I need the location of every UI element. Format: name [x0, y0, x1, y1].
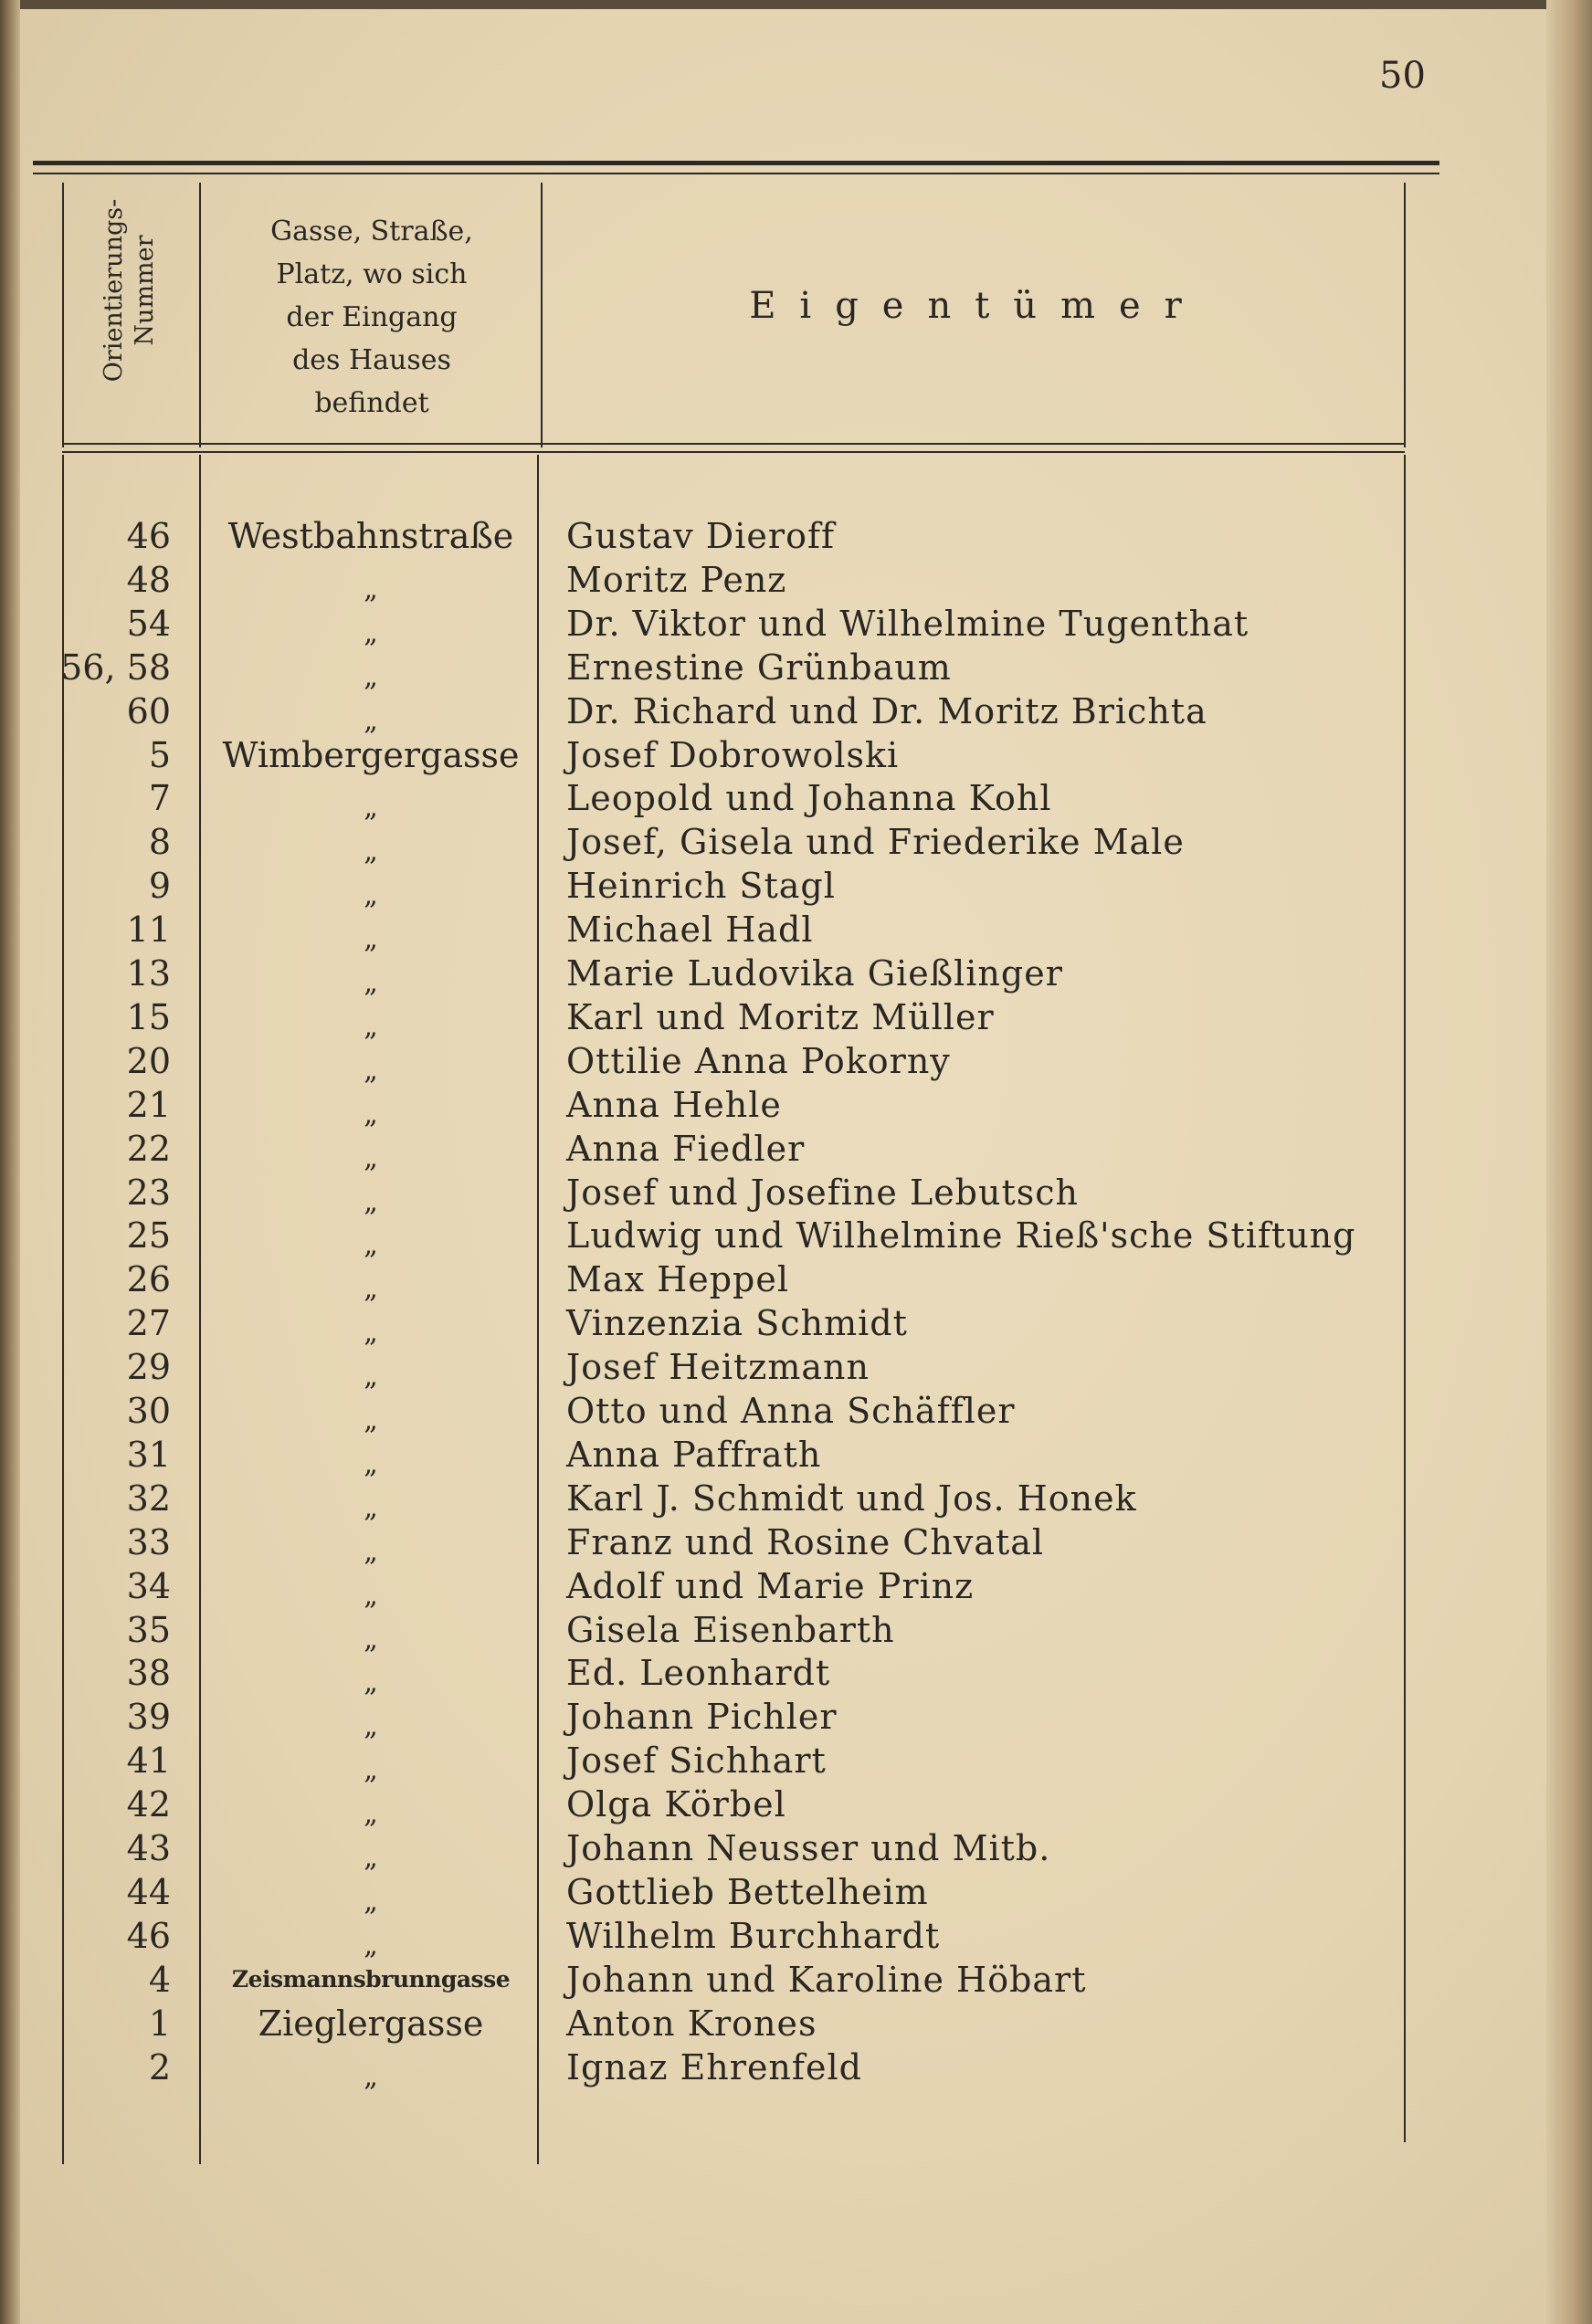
- orientation-number: 11: [126, 910, 171, 951]
- owner-name: Gustav Dieroff: [566, 516, 836, 556]
- table-row: [0, 1870, 1425, 1918]
- owner-name: Olga Körbel: [566, 1784, 786, 1825]
- table-row: [0, 1958, 1425, 2002]
- orientation-number: 31: [126, 1434, 171, 1475]
- owner-name: Karl J. Schmidt und Jos. Honek: [566, 1477, 1137, 1519]
- ditto-mark: „: [364, 1098, 378, 1130]
- ditto-mark: „: [364, 879, 378, 912]
- owner-name: Otto und Anna Schäffler: [566, 1391, 1016, 1431]
- owner-name: Johann Neusser und Mitb.: [566, 1828, 1051, 1868]
- page-top-edge: [0, 0, 1592, 9]
- table-row: [0, 1083, 1425, 1130]
- table-row: [0, 1608, 1425, 1656]
- orientation-number: 20: [126, 1040, 171, 1081]
- ditto-mark: „: [364, 1623, 378, 1656]
- orientation-number: 8: [148, 822, 171, 863]
- table-row: [0, 1301, 1425, 1350]
- header-street-line: befindet: [314, 387, 429, 419]
- orientation-number: 46: [126, 1915, 171, 1956]
- page-number: 50: [1379, 55, 1426, 97]
- owner-name: Josef Heitzmann: [566, 1347, 870, 1388]
- ditto-mark: „: [364, 2060, 378, 2093]
- owner-name: Anna Paffrath: [566, 1434, 822, 1475]
- table-row: [0, 1914, 1425, 1961]
- orientation-number: 35: [126, 1609, 171, 1650]
- table-row: [0, 1257, 1425, 1306]
- table-row: [0, 1345, 1425, 1393]
- table-row: [0, 1127, 1425, 1174]
- owner-name: Ottilie Anna Pokorny: [566, 1040, 951, 1081]
- orientation-number: 54: [126, 603, 171, 644]
- header-orientation-number: Orientierungs- Nummer: [100, 198, 159, 383]
- ditto-mark: „: [364, 1798, 378, 1831]
- column-divider-1-header: [199, 183, 201, 447]
- table-row: [0, 820, 1425, 868]
- ditto-mark: „: [364, 1447, 378, 1480]
- owner-name: Marie Ludovika Gießlinger: [566, 953, 1063, 994]
- table-row: [0, 689, 1425, 737]
- header-rule-2: [62, 451, 1405, 453]
- orientation-number: 33: [126, 1521, 171, 1562]
- owner-name: Anna Fiedler: [566, 1128, 806, 1169]
- table-row: [0, 1564, 1425, 1612]
- table-row: [0, 2045, 1425, 2093]
- orientation-number: 5: [148, 734, 171, 775]
- header-rule-1: [62, 443, 1405, 445]
- header-street-line: des Hauses: [292, 344, 451, 376]
- orientation-number: 1: [148, 2003, 171, 2044]
- owner-name: Wilhelm Burchhardt: [566, 1915, 941, 1956]
- table-row: [0, 1039, 1425, 1087]
- orientation-number: 26: [126, 1259, 171, 1300]
- owner-name: Johann Pichler: [566, 1697, 838, 1738]
- orientation-number: 13: [126, 953, 171, 994]
- ditto-mark: „: [364, 1579, 378, 1612]
- orientation-number: 43: [126, 1828, 171, 1868]
- table-row: [0, 514, 1425, 558]
- owner-name: Gottlieb Bettelheim: [566, 1871, 929, 1912]
- table-row: [0, 1214, 1425, 1262]
- table-row: [0, 952, 1425, 999]
- table-row: [0, 1477, 1425, 1524]
- ditto-mark: „: [364, 1754, 378, 1787]
- owner-name: Max Heppel: [566, 1259, 789, 1300]
- table-row: [0, 1739, 1425, 1787]
- table-row: [0, 864, 1425, 912]
- table-row: [0, 1520, 1425, 1568]
- ditto-mark: „: [364, 1710, 378, 1743]
- ditto-mark: „: [364, 792, 378, 825]
- top-rule-thick: [33, 161, 1439, 165]
- owner-name: Ignaz Ehrenfeld: [566, 2046, 862, 2087]
- orientation-number: 7: [148, 778, 171, 819]
- owner-name: Franz und Rosine Chvatal: [566, 1521, 1045, 1562]
- orientation-number: 27: [126, 1303, 171, 1344]
- table-row: [0, 602, 1425, 649]
- orientation-number: 38: [126, 1653, 171, 1694]
- orientation-number: 25: [126, 1215, 171, 1257]
- ditto-mark: „: [364, 1535, 378, 1568]
- table-row: [0, 776, 1425, 825]
- owner-name: Heinrich Stagl: [566, 866, 836, 907]
- table-row: [0, 1433, 1425, 1480]
- table-row: [0, 1171, 1425, 1218]
- orientation-number: 23: [126, 1172, 171, 1213]
- ditto-mark: „: [364, 704, 378, 737]
- orientation-number: 32: [126, 1477, 171, 1519]
- owner-name: Michael Hadl: [566, 910, 814, 951]
- ditto-mark: „: [364, 1929, 378, 1961]
- header-street: [203, 210, 541, 425]
- table-row: [0, 1782, 1425, 1831]
- owner-name: Josef und Josefine Lebutsch: [566, 1172, 1080, 1213]
- ditto-mark: „: [364, 1054, 378, 1087]
- ditto-mark: „: [364, 1010, 378, 1043]
- orientation-number: 48: [126, 559, 171, 600]
- table-row: [0, 558, 1425, 605]
- table-row: [0, 1389, 1425, 1436]
- owner-name: Josef, Gisela und Friederike Male: [566, 822, 1185, 863]
- table-row: [0, 995, 1425, 1043]
- ditto-mark: „: [364, 616, 378, 649]
- owner-name: Moritz Penz: [566, 559, 787, 600]
- orientation-number: 21: [126, 1084, 171, 1125]
- orientation-number: 34: [126, 1565, 171, 1606]
- orientation-number: 56, 58: [60, 647, 171, 688]
- ditto-mark: „: [364, 1667, 378, 1699]
- ditto-mark: „: [364, 1273, 378, 1306]
- ditto-mark: „: [364, 1842, 378, 1874]
- orientation-number: 29: [126, 1347, 171, 1388]
- street-name: Westbahnstraße: [227, 516, 514, 556]
- table-row: [0, 1651, 1425, 1699]
- owner-name: Ed. Leonhardt: [566, 1653, 831, 1694]
- owner-name: Anton Krones: [566, 2003, 817, 2044]
- owner-name: Adolf und Marie Prinz: [566, 1565, 975, 1606]
- ditto-mark: „: [364, 836, 378, 868]
- owner-name: Josef Sichhart: [566, 1740, 827, 1782]
- street-name: Zeismannsbrunngasse: [231, 1965, 511, 1993]
- column-divider-2-header: [541, 183, 543, 447]
- page-right-edge: [1546, 0, 1592, 2324]
- orientation-number: 44: [126, 1871, 171, 1912]
- ditto-mark: „: [364, 573, 378, 605]
- owner-name: Johann und Karoline Höbart: [566, 1959, 1087, 2000]
- ditto-mark: „: [364, 1185, 378, 1218]
- orientation-number: 39: [126, 1697, 171, 1738]
- owner-name: Ernestine Grünbaum: [566, 647, 952, 688]
- orientation-number: 9: [148, 866, 171, 907]
- ditto-mark: „: [364, 923, 378, 956]
- orientation-number: 2: [148, 2046, 171, 2087]
- ditto-mark: „: [364, 1141, 378, 1174]
- owner-name: Gisela Eisenbarth: [566, 1609, 895, 1650]
- table-row: [0, 1695, 1425, 1743]
- owner-name: Ludwig und Wilhelmine Rieß'sche Stiftung: [566, 1215, 1356, 1257]
- owner-name: Karl und Moritz Müller: [566, 996, 995, 1037]
- ditto-mark: „: [364, 1317, 378, 1350]
- ditto-mark: „: [364, 1361, 378, 1393]
- street-name: Wimbergergasse: [222, 734, 520, 775]
- orientation-number: 60: [126, 690, 171, 731]
- street-name: Zieglergasse: [258, 2003, 484, 2044]
- ditto-mark: „: [364, 660, 378, 693]
- orientation-number: 46: [126, 516, 171, 556]
- header-owner: Eigentümer: [749, 285, 1206, 327]
- header-street-line: Gasse, Straße,: [270, 216, 473, 247]
- header-street-line: Platz, wo sich: [276, 258, 468, 290]
- ditto-mark: „: [364, 1229, 378, 1262]
- owner-name: Dr. Viktor und Wilhelmine Tugenthat: [566, 603, 1249, 644]
- owner-name: Josef Dobrowolski: [566, 734, 900, 775]
- table-border-left-header: [62, 183, 64, 447]
- orientation-number: 41: [126, 1740, 171, 1782]
- orientation-number: 22: [126, 1128, 171, 1169]
- header-street-line: der Eingang: [286, 301, 458, 333]
- table-row: [0, 2002, 1425, 2045]
- owner-name: Leopold und Johanna Kohl: [566, 778, 1052, 819]
- owner-name: Dr. Richard und Dr. Moritz Brichta: [566, 690, 1207, 731]
- table-row: [0, 733, 1425, 777]
- table-row: [0, 908, 1425, 956]
- table-row: [0, 1826, 1425, 1874]
- table-row: [0, 646, 1425, 693]
- ditto-mark: „: [364, 967, 378, 999]
- ditto-mark: „: [364, 1404, 378, 1436]
- ditto-mark: „: [364, 1491, 378, 1524]
- owner-name: Vinzenzia Schmidt: [566, 1303, 908, 1344]
- orientation-number: 42: [126, 1784, 171, 1825]
- orientation-number: 4: [148, 1959, 171, 2000]
- ditto-mark: „: [364, 1885, 378, 1918]
- top-rule-thin: [33, 173, 1439, 174]
- owner-name: Anna Hehle: [566, 1084, 782, 1125]
- orientation-number: 30: [126, 1391, 171, 1431]
- orientation-number: 15: [126, 996, 171, 1037]
